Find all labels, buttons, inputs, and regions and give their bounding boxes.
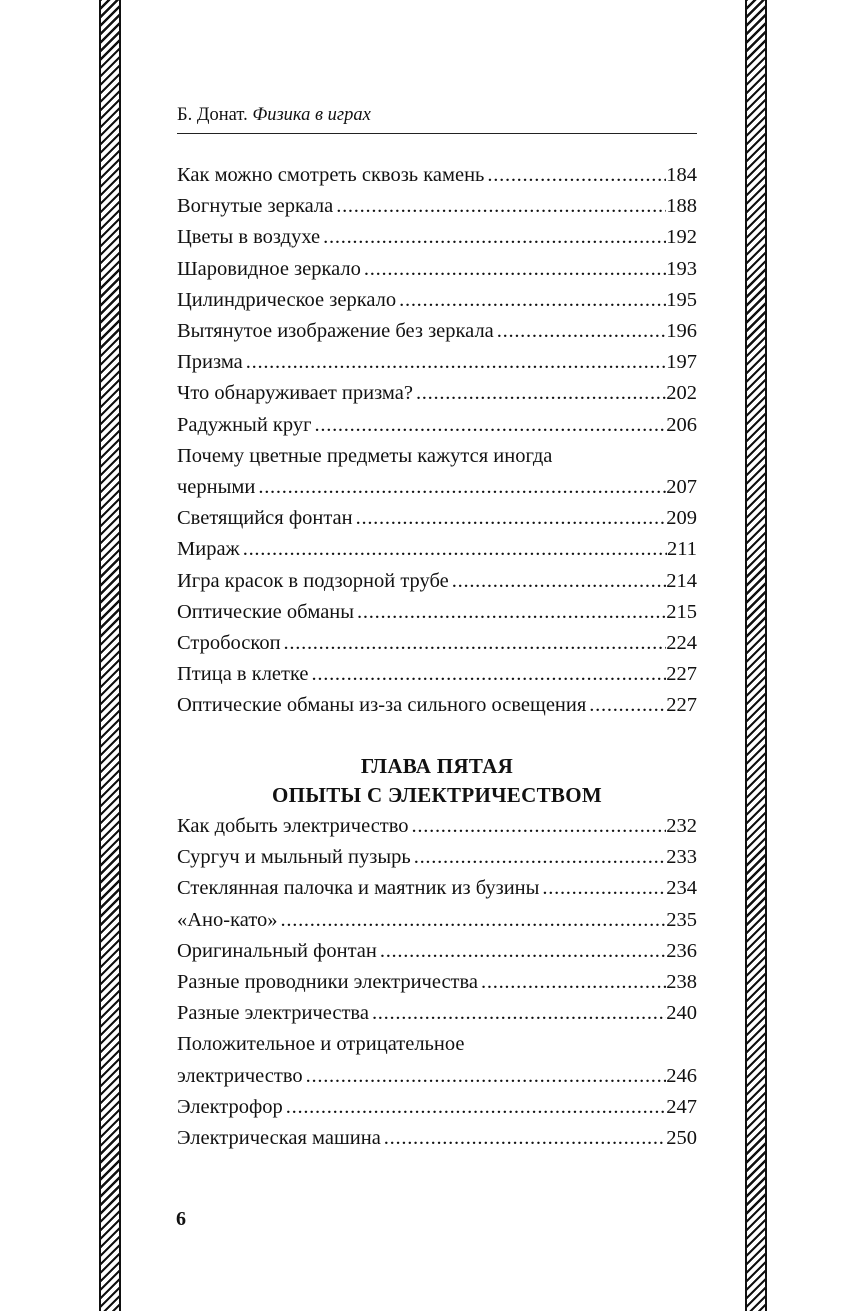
toc-entry-page: 240 <box>666 1002 697 1025</box>
toc-leader-dots <box>255 472 666 503</box>
toc-entry-page: 202 <box>666 382 697 405</box>
toc-entry <box>177 191 697 222</box>
toc-leader-dots <box>312 410 667 441</box>
toc-leader-dots <box>303 1061 667 1092</box>
toc-section-electricity <box>177 811 697 1154</box>
toc-entry <box>177 1029 697 1091</box>
toc-leader-dots <box>411 842 667 873</box>
toc-entry <box>177 316 697 347</box>
toc-leader-dots <box>283 1092 666 1123</box>
toc-entry-page: 233 <box>666 846 697 869</box>
toc-entry-title: Стробоскоп <box>177 632 281 655</box>
toc-entry-page: 227 <box>666 694 697 717</box>
toc-entry-page: 235 <box>666 908 697 931</box>
toc-entry-page: 195 <box>666 288 697 311</box>
toc-leader-dots <box>409 811 667 842</box>
toc-entry <box>177 410 697 441</box>
toc-entry <box>177 811 697 842</box>
toc-entry-page: 192 <box>666 226 697 249</box>
chapter-number: ГЛАВА ПЯТАЯ <box>360 754 514 778</box>
toc-entry-page: 247 <box>666 1095 697 1118</box>
toc-entry-page: 207 <box>666 476 697 499</box>
header-book-title: Физика в играх <box>252 105 371 125</box>
header-author: Б. Донат. <box>177 105 248 125</box>
toc-leader-dots <box>320 222 666 253</box>
toc-leader-dots <box>369 998 666 1029</box>
toc-entry-page: 209 <box>666 507 697 530</box>
decorative-border-left <box>99 0 121 1311</box>
toc-entry-page: 188 <box>666 195 697 218</box>
toc-entry <box>177 597 697 628</box>
toc-entry-title: Как можно смотреть сквозь камень <box>177 164 485 186</box>
toc-entry <box>177 905 697 936</box>
toc-entry <box>177 628 697 659</box>
toc-leader-dots <box>243 347 666 378</box>
toc-entry-title: Что обнаруживает призма? <box>177 382 413 405</box>
toc-entry-page: 206 <box>666 413 697 436</box>
toc-entry-title: Оптические обманы из-за сильного освещения <box>177 694 587 717</box>
toc-entry-page: 193 <box>666 257 697 280</box>
toc-entry <box>177 285 697 316</box>
toc-entry <box>177 254 697 285</box>
toc-leader-dots <box>484 160 666 191</box>
toc-leader-dots <box>353 503 667 534</box>
toc-entry-title: Шаровидное зеркало <box>177 257 361 280</box>
toc-entry <box>177 998 697 1029</box>
toc-entry-title: Вогнутые зеркала <box>177 195 334 218</box>
toc-entry-title: Светящийся фонтан <box>177 507 353 530</box>
toc-entry <box>177 503 697 534</box>
toc-leader-dots <box>333 191 666 222</box>
running-header <box>177 103 697 134</box>
toc-leader-dots <box>240 534 667 565</box>
toc-entry-page: 211 <box>667 538 697 561</box>
decorative-border-right <box>745 0 767 1311</box>
toc-leader-dots <box>478 967 666 998</box>
toc-section-optics <box>177 160 697 722</box>
toc-entry <box>177 534 697 565</box>
toc-entry <box>177 967 697 998</box>
toc-entry-title: Мираж <box>177 538 240 561</box>
toc-leader-dots <box>413 378 666 409</box>
toc-entry <box>177 1092 697 1123</box>
toc-entry-title: Электрическая машина <box>177 1127 381 1150</box>
toc-entry <box>177 347 697 378</box>
toc-leader-dots <box>381 1123 666 1154</box>
toc-leader-dots <box>586 690 666 721</box>
toc-leader-dots <box>539 873 666 904</box>
toc-leader-dots <box>396 285 666 316</box>
toc-entry <box>177 441 697 503</box>
toc-entry-title: Разные электричества <box>177 1002 369 1025</box>
toc-entry <box>177 566 697 597</box>
toc-entry-title: Цветы в воздухе <box>177 226 321 249</box>
toc-leader-dots <box>449 566 666 597</box>
toc-entry-page: 196 <box>666 320 697 343</box>
toc-entry-title: Радужный круг <box>177 413 312 436</box>
toc-leader-dots <box>361 254 666 285</box>
toc-entry-title-line1: Почему цветные предметы кажутся иногда <box>177 444 553 467</box>
toc-entry-page: 214 <box>666 569 697 592</box>
toc-entry <box>177 378 697 409</box>
toc-leader-dots <box>278 905 667 936</box>
toc-entry <box>177 659 697 690</box>
toc-leader-dots <box>281 628 667 659</box>
toc-entry-page: 227 <box>666 663 697 686</box>
toc-entry-title: Оптические обманы <box>177 600 355 623</box>
toc-entry-page: 197 <box>666 351 697 374</box>
toc-leader-dots <box>354 597 666 628</box>
toc-entry-page: 232 <box>666 815 697 837</box>
page-number: 6 <box>176 1208 186 1230</box>
toc-entry-title: Цилиндрическое зеркало <box>177 288 397 311</box>
toc-entry-title: Разные проводники электричества <box>177 971 479 994</box>
toc-entry-title-line2: электричество <box>177 1064 303 1087</box>
toc-entry <box>177 160 697 191</box>
toc-entry <box>177 936 697 967</box>
toc-entry-page: 184 <box>666 164 697 186</box>
toc-entry-page: 224 <box>666 632 697 655</box>
chapter-heading <box>177 752 697 810</box>
toc-entry-title: «Ано-като» <box>177 908 278 931</box>
toc-entry-title: Сургуч и мыльный пузырь <box>177 846 411 869</box>
toc-leader-dots <box>309 659 667 690</box>
toc-entry-title: Электрофор <box>177 1095 283 1118</box>
toc-entry-page: 250 <box>666 1127 697 1150</box>
toc-leader-dots <box>494 316 666 347</box>
toc-entry-title: Оригинальный фонтан <box>177 939 377 962</box>
toc-entry-title: Игра красок в подзорной трубе <box>177 569 449 592</box>
toc-entry-title: Как добыть электричество <box>177 815 409 837</box>
toc-entry-title: Призма <box>177 351 243 374</box>
toc-entry <box>177 842 697 873</box>
toc-entry-page: 236 <box>666 939 697 962</box>
toc-entry <box>177 873 697 904</box>
toc-entry-page: 238 <box>666 971 697 994</box>
chapter-title: ОПЫТЫ С ЭЛЕКТРИЧЕСТВОМ <box>272 783 602 807</box>
toc-entry-page: 215 <box>666 600 697 623</box>
toc-entry-title-line1: Положительное и отрицательное <box>177 1033 465 1056</box>
toc-entry-title-line2: черными <box>177 476 256 499</box>
toc-entry <box>177 690 697 721</box>
toc-entry-title: Стеклянная палочка и маятник из бузины <box>177 877 540 900</box>
toc-entry-page: 246 <box>666 1064 697 1087</box>
toc-entry-title: Вытянутое изображение без зеркала <box>177 320 494 343</box>
toc-entry-title: Птица в клетке <box>177 663 309 686</box>
toc-entry-page: 234 <box>666 877 697 900</box>
toc-entry <box>177 1123 697 1154</box>
toc-entry <box>177 222 697 253</box>
toc-leader-dots <box>377 936 666 967</box>
